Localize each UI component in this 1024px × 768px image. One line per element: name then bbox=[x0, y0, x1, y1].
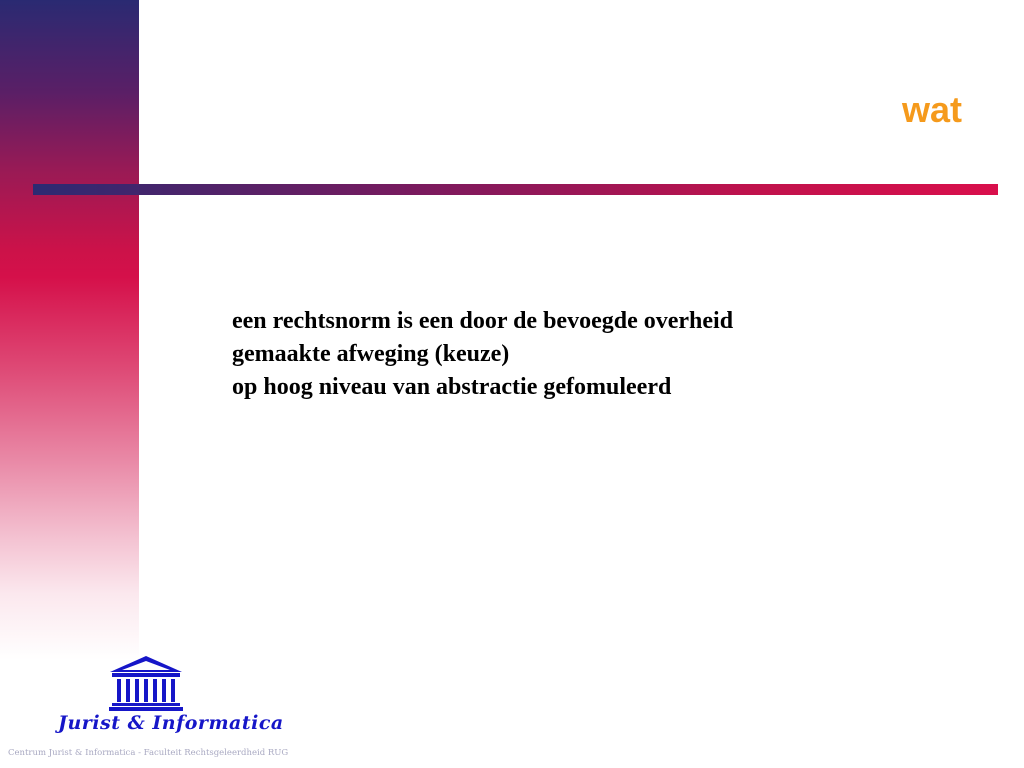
body-line: een rechtsnorm is een door de bevoegde overheid bbox=[232, 308, 734, 334]
body-line: gemaakte afweging (keuze) bbox=[232, 341, 510, 367]
logo-wordmark: Jurist & Informatica bbox=[58, 712, 284, 734]
decorative-side-band bbox=[0, 0, 139, 660]
temple-columns-icon bbox=[108, 652, 184, 712]
footer-caption: Centrum Jurist & Informatica - Faculteit Rechtsgeleerdheid RUG bbox=[8, 748, 289, 758]
slide-body bbox=[232, 305, 733, 404]
body-line: op hoog niveau van abstractie gefomuleerd bbox=[232, 374, 672, 400]
slide-title: wat bbox=[901, 89, 962, 130]
title-divider-bar bbox=[33, 184, 998, 195]
jurist-informatica-logo bbox=[58, 652, 284, 744]
